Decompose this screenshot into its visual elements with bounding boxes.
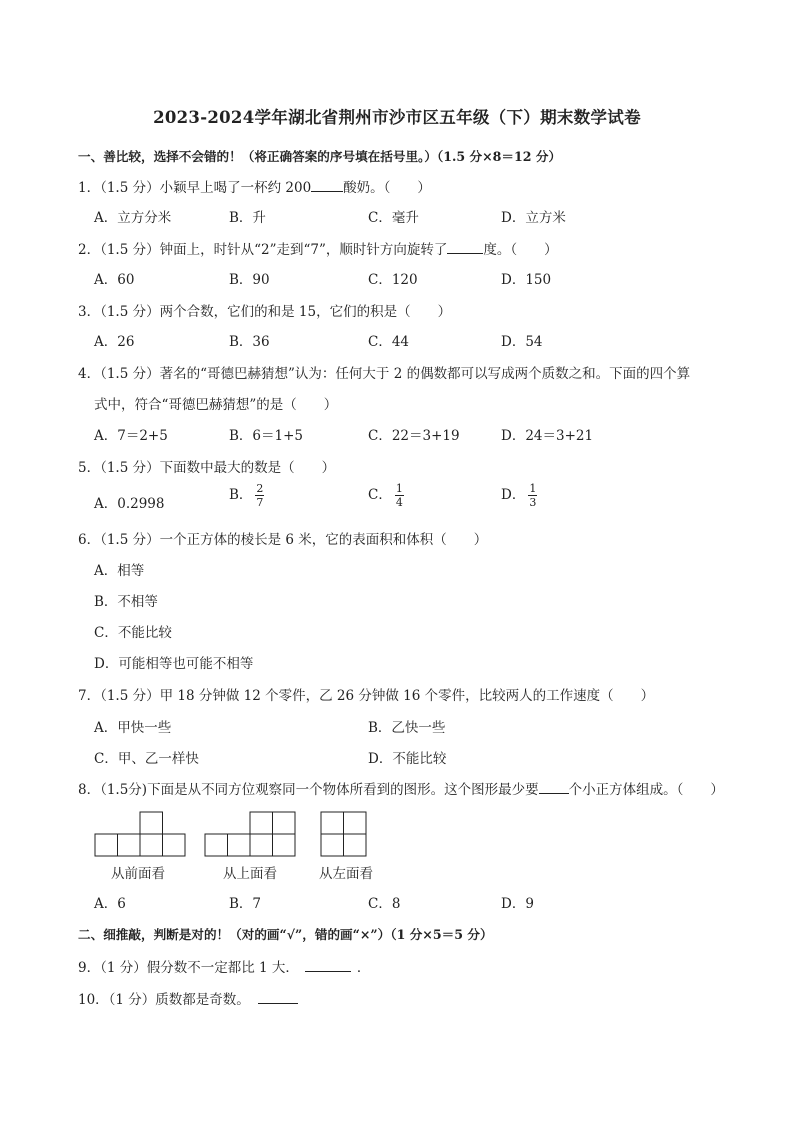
option-b[interactable]: B．升 (229, 210, 266, 226)
option-c[interactable]: C．120 (368, 272, 418, 288)
option-d[interactable]: D．54 (501, 334, 543, 350)
option-c-label: C． (368, 487, 392, 503)
option-b[interactable]: B．6＝1+5 (229, 428, 303, 444)
option-c[interactable]: C．44 (368, 334, 410, 350)
question-6: 6．（1.5 分）一个正方体的棱长是 6 米，它的表面积和体积（ ） (78, 532, 488, 548)
option-d[interactable]: D．9 (501, 896, 534, 912)
option-a[interactable]: A．60 (94, 272, 135, 288)
top-view-label: 从上面看 (223, 866, 277, 882)
denominator: 7 (256, 496, 264, 509)
option-a[interactable]: A．26 (94, 334, 135, 350)
left-view-grid (321, 812, 366, 856)
option-a[interactable]: A．立方分米 (94, 210, 172, 226)
section-1-heading: 一、善比较，选择不会错的！（将正确答案的序号填在括号里。）（1.5 分×8＝12 分） (78, 149, 562, 164)
section-2-heading: 二、细推敲，判断是对的！（对的画“√”，错的画“×”）（1 分×5＝5 分） (78, 927, 493, 942)
question-2-text: 2．（1.5 分）钟面上，时针从“2”走到“7”，顺时针方向旋转了 (78, 242, 448, 258)
top-view-grid (205, 812, 295, 856)
option-b-label: B． (229, 487, 253, 503)
option-d[interactable]: D．不能比较 (368, 751, 447, 767)
question-2-tail: 度。（ ） (483, 242, 558, 258)
denominator: 3 (529, 496, 537, 509)
option-d-label: D． (501, 487, 526, 503)
left-view-label: 从左面看 (319, 866, 373, 882)
question-1-tail: 酸奶。（ ） (343, 180, 431, 196)
option-c[interactable]: C．22＝3+19 (368, 428, 460, 444)
option-d[interactable]: D．立方米 (501, 210, 566, 226)
option-d[interactable]: D．24＝3+21 (501, 428, 594, 444)
option-a[interactable]: A．0.2998 (94, 496, 165, 512)
question-10 (78, 988, 298, 1008)
question-10-text: 10．（1 分）质数都是奇数。 (78, 992, 250, 1008)
numerator: 1 (529, 482, 537, 495)
front-view-grid (95, 812, 185, 856)
option-c[interactable]: C．毫升 (368, 210, 419, 226)
question-9 (78, 956, 370, 976)
option-a[interactable]: A．6 (94, 896, 126, 912)
option-b[interactable]: B．7 (229, 896, 262, 912)
option-c[interactable]: C．8 (368, 896, 401, 912)
question-9-text: 9．（1 分）假分数不一定都比 1 大． (78, 960, 299, 976)
option-c[interactable]: C．甲、乙一样快 (94, 751, 199, 767)
numerator: 2 (256, 482, 264, 495)
answer-blank[interactable] (305, 957, 351, 972)
question-4: 4．（1.5 分）著名的“哥德巴赫猜想”认为：任何大于 2 的偶数都可以写成两个质数之和。下面的四个算 (78, 366, 691, 382)
denominator: 4 (395, 496, 403, 509)
front-view-label: 从前面看 (111, 866, 165, 882)
option-b[interactable]: B．乙快一些 (368, 720, 446, 736)
question-9-tail: ． (356, 960, 371, 976)
question-8-tail: 个小正方体组成。（ ） (568, 782, 724, 798)
option-a[interactable]: A．7＝2+5 (94, 428, 168, 444)
numerator: 1 (395, 482, 403, 495)
question-1-text: 1．（1.5 分）小颖早上喝了一杯约 200 (78, 180, 312, 196)
option-b[interactable]: B．90 (229, 272, 270, 288)
option-c[interactable]: C．不能比较 (94, 625, 172, 641)
option-d[interactable]: D．150 (501, 272, 552, 288)
question-4-line-2: 式中，符合“哥德巴赫猜想”的是（ ） (94, 397, 338, 413)
option-d[interactable]: D．可能相等也可能不相等 (94, 656, 254, 672)
option-a[interactable]: A．甲快一些 (94, 720, 172, 736)
answer-blank[interactable] (258, 989, 298, 1004)
option-b[interactable]: B．36 (229, 334, 270, 350)
option-b[interactable]: B．不相等 (94, 594, 158, 610)
question-8-text: 8．（1.5分)下面是从不同方位观察同一个物体所看到的图形。这个图形最少要 (78, 782, 539, 798)
question-3: 3．（1.5 分）两个合数，它们的和是 15，它们的积是（ ） (78, 304, 452, 320)
option-a[interactable]: A．相等 (94, 563, 145, 579)
page-title: 2023-2024学年湖北省荆州市沙市区五年级（下）期末数学试卷 (153, 108, 641, 127)
question-7: 7．（1.5 分）甲 18 分钟做 12 个零件，乙 26 分钟做 16 个零件，比较两人的工作速度（ ） (78, 688, 655, 704)
question-5: 5．（1.5 分）下面数中最大的数是（ ） (78, 460, 336, 476)
